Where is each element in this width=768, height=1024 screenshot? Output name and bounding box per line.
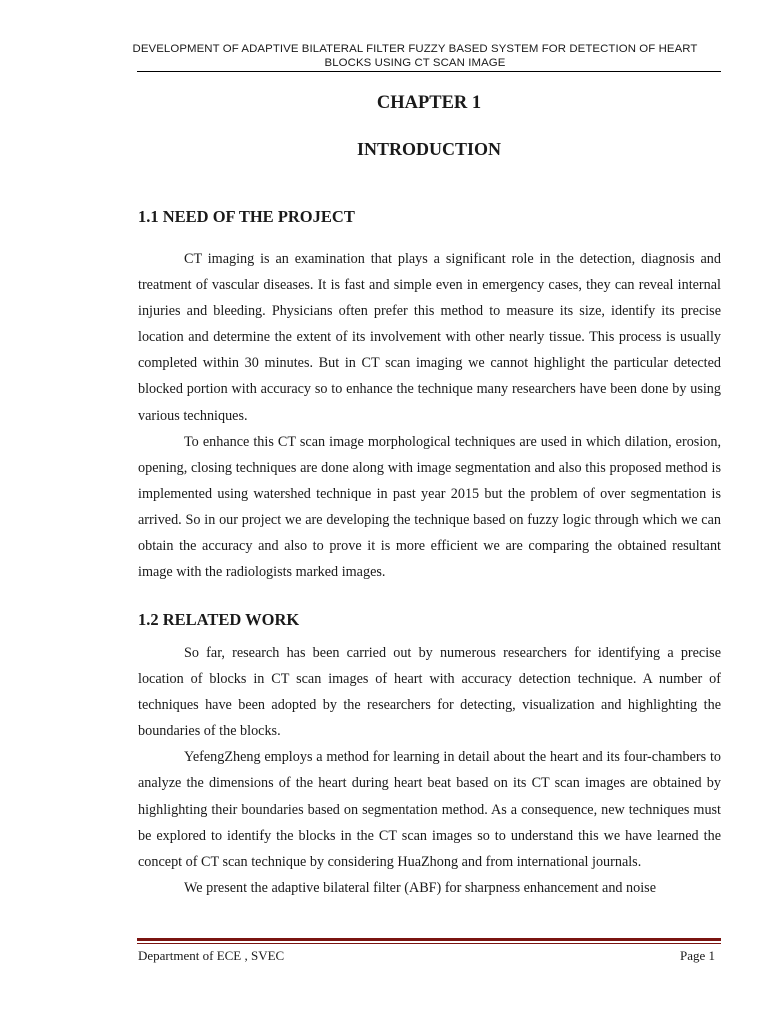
section-body-need-of-project xyxy=(138,246,721,585)
footer-rule-thick xyxy=(137,938,721,941)
section-heading-need-of-project: 1.1 NEED OF THE PROJECT xyxy=(138,207,355,226)
paragraph: YefengZheng employs a method for learning in detail about the heart and its four-chambers to analyze the dimensions of the heart during heart beat based on its CT scan images are obtained by highlighting their boundaries based on segmentation method. As a consequence, new techniques must be explored to identify the blocks in the CT scan images so to understand this we have learned the concept of CT scan technique by considering HuaZhong and from international journals. xyxy=(138,749,721,870)
section-heading-related-work: 1.2 RELATED WORK xyxy=(138,610,300,629)
chapter-title: INTRODUCTION xyxy=(356,139,502,159)
section-body-related-work xyxy=(138,640,721,901)
footer-department: Department of ECE , SVEC xyxy=(138,948,285,963)
paragraph: We present the adaptive bilateral filter (ABF) for sharpness enhancement and noise xyxy=(184,879,656,896)
paragraph: So far, research has been carried out by numerous researchers for identifying a precise location of blocks in CT scan images of heart with accuracy detection technique. A number of techniques have been adopted by the researchers for detecting, visualization and highlighting the boundaries of the blocks. xyxy=(138,645,721,740)
running-header: DEVELOPMENT OF ADAPTIVE BILATERAL FILTER FUZZY BASED SYSTEM FOR DETECTION OF HEART BLOCKS USING CT SCAN IMAGE xyxy=(132,43,698,69)
paragraph: To enhance this CT scan image morphological techniques are used in which dilation, erosion, opening, closing techniques are done along with image segmentation and also this proposed method is implemented using watershed technique in past year 2015 but the problem of over segmentation is arrived. So in our project we are developing the technique based on fuzzy logic through which we can obtain the accuracy and also to prove it is more efficient we are comparing the obtained resultant image with the radiologists marked images. xyxy=(138,433,721,581)
footer-rule-thin xyxy=(137,943,721,944)
header-rule xyxy=(137,71,721,72)
chapter-number: CHAPTER 1 xyxy=(376,93,482,113)
paragraph: CT imaging is an examination that plays a significant role in the detection, diagnosis and treatment of vascular diseases. It is fast and simple even in emergency cases, they can reveal internal injuries and bleeding. Physicians often prefer this method to measure its size, identify its precise location and determine the extent of its involvement with other nearly tissue. This process is usually completed within 30 minutes. But in CT scan imaging we cannot highlight the particular detected blocked portion with accuracy so to enhance the technique many researchers have been done by using various techniques. xyxy=(138,251,721,424)
footer-page-number: Page 1 xyxy=(679,948,715,963)
